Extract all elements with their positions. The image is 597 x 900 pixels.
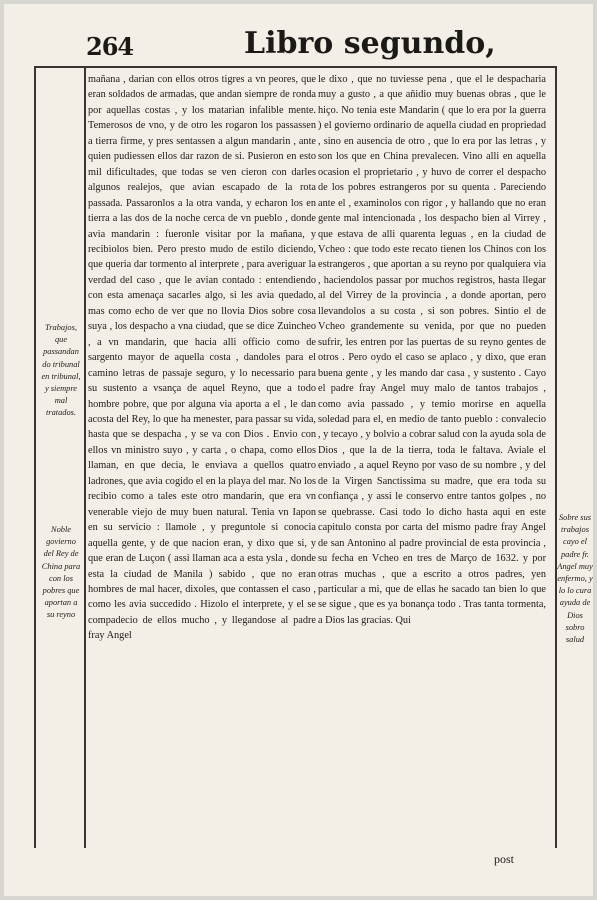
header-rule xyxy=(34,66,557,68)
inner-margin-rule xyxy=(84,66,86,848)
outer-margin-rule xyxy=(34,66,36,848)
margin-note-trabajos: Trabajos, que passandan do tribunal en tribunal, y siempre mal tratados. xyxy=(41,323,81,418)
text-column-right xyxy=(318,72,546,628)
margin-note-sobre-sus-trabajos: Sobre sus trabajos cayo el padre fr. Angel muy enfermo, y lo lo cura ayuda de Dios sobro salud xyxy=(557,513,593,645)
book-page xyxy=(4,4,593,896)
body-text-right: le dixo , que no tuviesse pena , que el le despacharia muy a gusto , a que añidio muy buenas obras , que le hiço. No tenia este Mandarin ( que lo era por la guerra ) el govierno ordinario de aquella ciudad en propriedad , sino en ausencia de otro , que lo era por las letras , y son los que en China prevalecen. Vino alli en aquella ocasion el proprietario , y huvo de correr el despacho de los pobres estrangeros por su quenta . Pareciendo ante el , examinolos con rigor , y hallando que no eran gente mal intencionada , los despacho bien al Virrey , que estava de alli quarenta leguas , en la ciudad de Vcheo : que todo este recato tienen los Chinos con los estrangeros , que aportan a su reyno por qualquiera via , haciendolos passar por muchos registros, hasta llegar al del Virrey de la provincia , a donde aportan, pero llevandolos a su costa , si son pobres. Sintio el de Vcheo grandemente su venida, por que no pueden sufrir, les entren por las puertas de su reyno gentes de otros . Pero oydo el caso se aplaco , y dixo, que eran buena gente , y les mando dar casa , y sustento . Cayo el padre fray Angel muy malo de tantos trabajos , como avia passado , y temio morirse en aquella soledad para el, en medio de tanto pueblo : convalecio , y tecayo , y bolvio a cobrar salud con la ayuda sola de Dios , que la de la tierra, toda le faltava. Aviale el enviado , a aquel Reyno por vaso de su nombre , y del de la Virgen Sanctissima su madre, que era toda su confiança , y assi le conservo entre tantos golpes , no se quebrasse. Casi todo lo dicho hasta aqui en este capitulo consta por carta del mismo padre fray Angel de san Antonino al padre provincial de esta provincia , su fecha en Vcheo en tres de Março de 1632. y por otras muchas , que a escrito a otros padres, yen particular a mi, que de ellas he sacado tan bien lo que se sigue , que es ya bonança todo . Tras tanta tormenta, a Dios las gracias. Qui xyxy=(318,74,546,626)
text-column-left xyxy=(88,72,316,644)
margin-note-noble-govierno: Noble govierno del Rey de China para con los pobres que aportan a su reyno xyxy=(41,525,81,620)
body-text-left: mañana , darian con ellos otros tigres a vn peores, que eran soldados de armadas, que andan siempre de ronda por aquellas costas , y los matarian infalible mente. Temerosos de vno, y de otro les rogaron los passassen a tierra firme, y pres sentassen a algun mandarin , ante quien pudiessen ellos dar razon de si. Pusieron en esto mil dificultades, que todas se ven cieron con darles algunos realejos, que avian escapado de la rota passada. Passaronlos a la otra vanda, y echaron los en tierra a las dos de la noche cerca de vn pueblo , donde avia mandarin : fueronle visitar por la mañana, y recibiolos bien. Pero presto mudo de estilo diciendo, que queria dar tormento al interprete , para averiguar la verdad del caso , que le avian contado : entendiendo con esta amenaça sacarles algo, si les avia quedado, mas como echo de ver que no llovia Dios sobre cosa suya , los despacho a vna ciudad, que se dice Zuincheo , a vn mandarin, que hacia alli officio como de sargento mayor de aquella costa , dandoles para el camino letras de passaje seguro, y lo necessario para su sustento a vsança de aquel Reyno, que a todo hombre pobre, que por alguna via aporta a el , le dan acosta del Rey, lo que ha menester, para passar su vida, hasta que se despacha , y se va con Dios . Envio con ellos vn ministro suyo , y carta , o chapa, como ellos llaman, en que decia, le enviava a quellos quatro ladrones, que avia cogido el en la playa del mar. No los recibio como a tales este otro mandarin, que era vn venerable viejo de muy buen natural. Tenia vn Iapon en su servicio : llamole , y preguntole si conocia aquella gente, y de que nacion eran, y dixo que si, y que eran de Luçon ( assi llaman aca a esta ysla , donde esta la ciudad de Manila ) sabido , que no eran hombres de mal hacer, dixoles, que contassen el caso , como les avia succedido . Hizolo el interprete, y el se compadecio de ellos mucho , y llegandose al padre fray Angel xyxy=(88,74,316,642)
page-number: 264 xyxy=(86,32,134,61)
running-title: Libro segundo, xyxy=(244,26,496,61)
right-margin-rule xyxy=(555,66,557,848)
page-header xyxy=(4,26,593,66)
catchword: post xyxy=(494,852,515,866)
